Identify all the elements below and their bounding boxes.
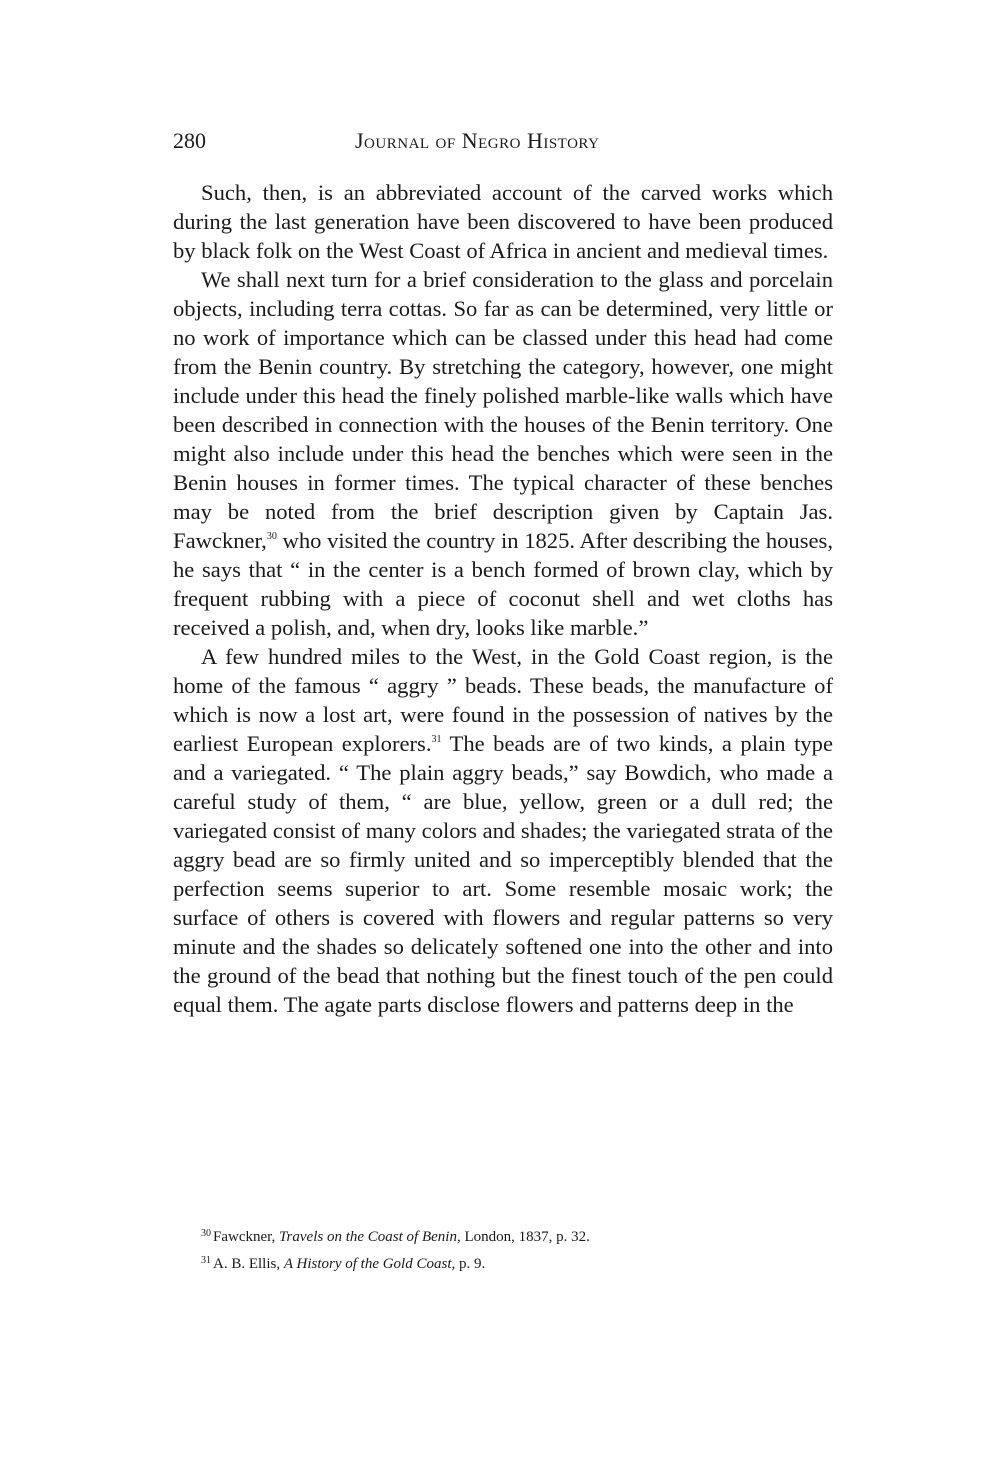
footnote-title: Travels on the Coast of Benin, [279, 1229, 461, 1245]
footnote-title: A History of the Gold Coast, [283, 1256, 456, 1272]
footnotes [201, 1222, 821, 1276]
footnote-reference: 31 [431, 734, 442, 745]
footnote-reference: 30 [266, 531, 277, 542]
paragraph [173, 642, 833, 1019]
paragraph-text: We shall next turn for a brief consideration to the glass and porcelain objects, including terra cottas. So far as can be determined, very little or no work of importance which can be classed under this head had come from the Benin country. By stretching the category, however, one might include under this head the finely polished marble-like walls which have been described in connection with the houses of the Benin territory. One might also include under this head the benches which were seen in the Benin houses in former times. The typical character of these benches may be noted from the brief description given by Captain Jas. Fawckner, [173, 267, 833, 553]
paragraph-text: A few hundred miles to the West, in the Gold Coast region, is the home of the famous “ aggry ” beads. These beads, the manufacture of which is now a lost art, were found in the possession of natives by the earliest European explorers. [173, 644, 833, 756]
footnote [201, 1249, 821, 1276]
paragraph-text: Such, then, is an abbreviated account of the carved works which during the last generation have been discovered to have been produced by black folk on the West Coast of Africa in ancient and medieval times. [173, 180, 833, 263]
paragraph-text: who visited the country in 1825. After describing the houses, he says that “ in the center is a bench formed of brown clay, which by frequent rubbing with a piece of coconut shell and wet cloths has received a polish, and, when dry, looks like marble.” [173, 528, 833, 640]
paragraph [173, 178, 833, 265]
footnote-number: 30 [201, 1228, 211, 1239]
paragraph-text: The beads are of two kinds, a plain type and a variegated. “ The plain aggry beads,” say Bowdich, who made a careful study of them, “ are blue, yellow, green or a dull red; the variegated consist of many colors and shades; the variegated strata of the aggry bead are so firmly united and so imperceptibly blended that the perfection seems superior to art. Some resemble mosaic work; the surface of others is covered with flowers and regular patterns so very minute and the shades so delicately softened one into the other and into the ground of the bead that nothing but the finest touch of the pen could equal them. The agate parts disclose flowers and patterns deep in the [173, 731, 833, 1017]
page-header [173, 128, 833, 160]
paragraph [173, 265, 833, 642]
footnote-publication: p. 9. [459, 1256, 486, 1272]
footnote [201, 1222, 821, 1249]
page-number: 280 [173, 128, 206, 153]
footnote-publication: London, 1837, p. 32. [464, 1229, 590, 1245]
footnote-number: 31 [201, 1255, 211, 1266]
footnote-author: Fawckner, [213, 1229, 276, 1245]
footnote-author: A. B. Ellis, [213, 1256, 281, 1272]
body-text [173, 178, 833, 1019]
running-head: Journal of Negro History [355, 128, 600, 153]
